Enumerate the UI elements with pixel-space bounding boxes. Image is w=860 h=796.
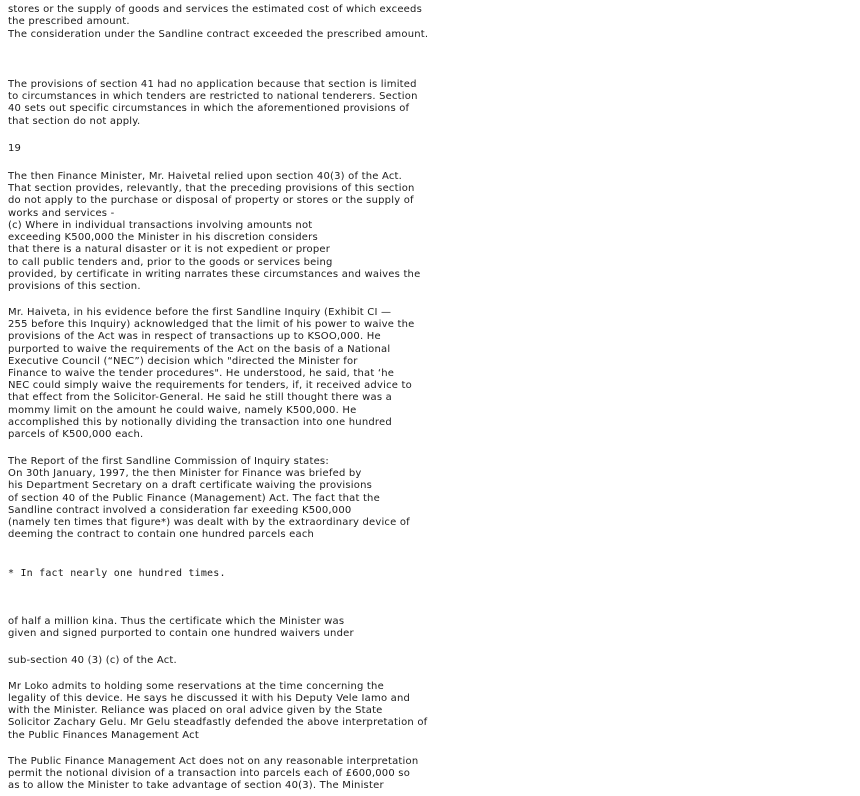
- text-line: parcels of K500,000 each.: [8, 429, 144, 441]
- text-line: mommy limit on the amount he could waive, namely K500,000. He: [8, 404, 357, 416]
- text-line: The provisions of section 41 had no application because that section is limited: [8, 79, 417, 90]
- text-line: That section provides, relevantly, that the preceding provisions of this section: [8, 183, 415, 195]
- text-line: Finance to waive the tender procedures". He understood, he said, that ‘he: [8, 368, 395, 379]
- text-line: to call public tenders and, prior to the goods or services being: [8, 256, 333, 268]
- text-line: NEC could simply waive the requirements for tenders, if, it received advice to: [8, 380, 412, 392]
- text-line: Executive Council (“NEC”) decision which "directed the Minister for: [8, 355, 358, 367]
- text-line: The Public Finance Management Act does not on any reasonable interpretation: [8, 755, 419, 767]
- text-line: 40 sets out specific circumstances in which the aforementioned provisions of: [8, 103, 410, 115]
- text-line: permit the notional division of a transaction into parcels each of £600,000 so: [8, 767, 411, 779]
- text-line: of section 40 of the Public Finance (Management) Act. The fact that the: [8, 492, 380, 504]
- text-line: (namely ten times that figure*) was dealt with by the extraordinary device of: [8, 517, 410, 528]
- text-line: given and signed purported to contain one hundred waivers under: [8, 627, 354, 639]
- text-line: Mr. Haiveta, in his evidence before the first Sandline Inquiry (Exhibit CI —: [8, 307, 392, 318]
- text-line: to circumstances in which tenders are restricted to national tenderers. Section: [8, 91, 418, 103]
- footnote: * In fact nearly one hundred times.: [8, 567, 226, 579]
- text-line: deeming the contract to contain one hundred parcels each: [8, 529, 315, 541]
- text-line: the prescribed amount.: [8, 16, 130, 28]
- text-line: that section do not apply.: [8, 115, 141, 127]
- text-line: stores or the supply of goods and services the estimated cost of which exceeds: [8, 4, 422, 16]
- page-number: 19: [8, 142, 22, 154]
- text-line: with the Minister. Reliance was placed on oral advice given by the State: [8, 705, 383, 717]
- text-line: that there is a natural disaster or it is not expedient or proper: [8, 244, 331, 256]
- text-line: Sandline contract involved a consideration far exeeding K500,000: [8, 504, 352, 516]
- text-line: legality of this device. He says he discussed it with his Deputy Vele Iamo and: [8, 692, 411, 704]
- text-line: as to allow the Minister to take advantage of section 40(3). The Minister: [8, 780, 384, 791]
- text-line: purported to waive the requirements of the Act on the basis of a National: [8, 343, 391, 355]
- text-line: do not apply to the purchase or disposal of property or stores or the supply of: [8, 195, 414, 207]
- text-line: that effect from the Solicitor-General. He said he still thought there was a: [8, 392, 392, 404]
- text-line: the Public Finances Management Act: [8, 729, 199, 741]
- text-line: of half a million kina. Thus the certificate which the Minister was: [8, 615, 345, 627]
- text-line: his Department Secretary on a draft certificate waiving the provisions: [8, 480, 373, 492]
- text-line: exceeding K500,000 the Minister in his discretion considers: [8, 232, 318, 243]
- text-line: The then Finance Minister, Mr. Haivetal relied upon section 40(3) of the Act.: [8, 171, 403, 182]
- text-line: provided, by certificate in writing narrates these circumstances and waives the: [8, 268, 421, 280]
- text-line: The consideration under the Sandline contract exceeded the prescribed amount.: [8, 28, 429, 40]
- text-line: sub-section 40 (3) (c) of the Act.: [8, 654, 177, 666]
- text-line: Mr Loko admits to holding some reservations at the time concerning the: [8, 680, 384, 692]
- text-line: accomplished this by notionally dividing the transaction into one hundred: [8, 416, 392, 428]
- text-line: works and services -: [8, 207, 115, 219]
- text-line: The Report of the first Sandline Commission of Inquiry states:: [8, 455, 329, 467]
- text-line: provisions of this section.: [8, 280, 141, 292]
- text-line: Solicitor Zachary Gelu. Mr Gelu steadfastly defended the above interpretation of: [8, 717, 428, 729]
- text-line: provisions of the Act was in respect of transactions up to KSOO,000. He: [8, 331, 381, 343]
- text-line: (c) Where in individual transactions involving amounts not: [8, 219, 313, 231]
- text-line: 255 before this Inquiry) acknowledged that the limit of his power to waive the: [8, 319, 415, 331]
- text-line: On 30th January, 1997, the then Minister for Finance was briefed by: [8, 468, 362, 480]
